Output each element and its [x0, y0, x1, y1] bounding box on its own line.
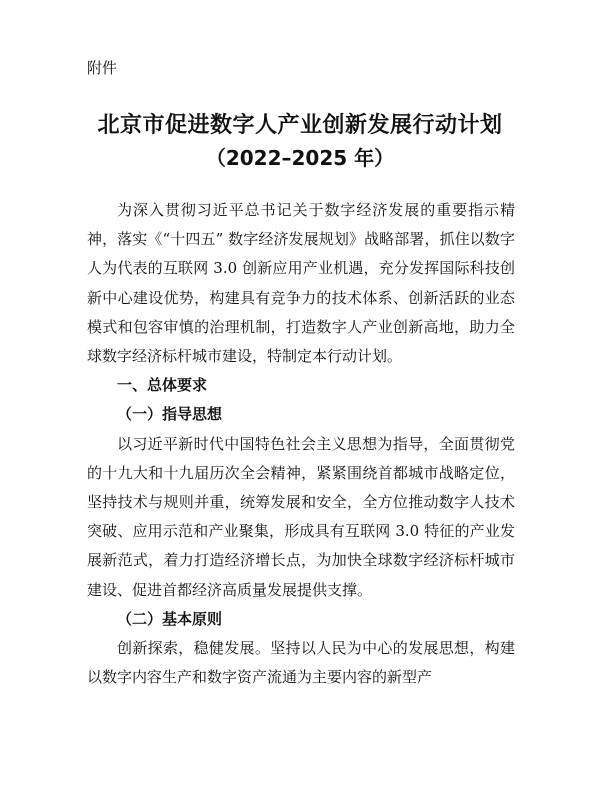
intro-paragraph: 为深入贯彻习近平总书记关于数字经济发展的重要指示精神，落实《“十四五” 数字经济发展规划》战略部署，抓住以数字人为代表的互联网 3.0 创新应用产业机遇，充分发挥国际科技创新中心建设优势，构建具有竞争力的技术体系、创新活跃的业态模式和包容审慎的治理机制，打造数字人产业创新高地，助力全球数字经济标杆城市建设，特制定本行动计划。 — [87, 201, 515, 366]
guiding-ideology-paragraph: 以习近平新时代中国特色社会主义思想为指导，全面贯彻党的十九大和十九届历次全会精神，紧紧围绕首都城市战略定位，坚持技术与规则并重，统筹发展和安全，全方位推动数字人技术突破、应用示范和产业聚集，形成具有互联网 3.0 特征的产业发展新范式，着力打造经济增长点，为加快全球数字经济标杆城市建设、促进首都经济高质量发展提供支撑。 — [87, 434, 515, 599]
document-body — [87, 196, 515, 692]
subsection-heading-basic-principles: （二）基本原则 — [117, 609, 223, 628]
document-title: 北京市促进数字人产业创新发展行动计划 — [97, 113, 503, 138]
document-subtitle: （2022–2025 年） — [205, 146, 395, 170]
attachment-label: 附件 — [87, 59, 118, 77]
basic-principles-paragraph: 创新探索，稳健发展。坚持以人民为中心的发展思想，构建以数字内容生产和数字资产流通为主要内容的新型产 — [87, 639, 515, 687]
subsection-heading-guiding-ideology: （一）指导思想 — [117, 405, 223, 424]
section-heading-general-requirements: 一、总体要求 — [117, 376, 208, 395]
